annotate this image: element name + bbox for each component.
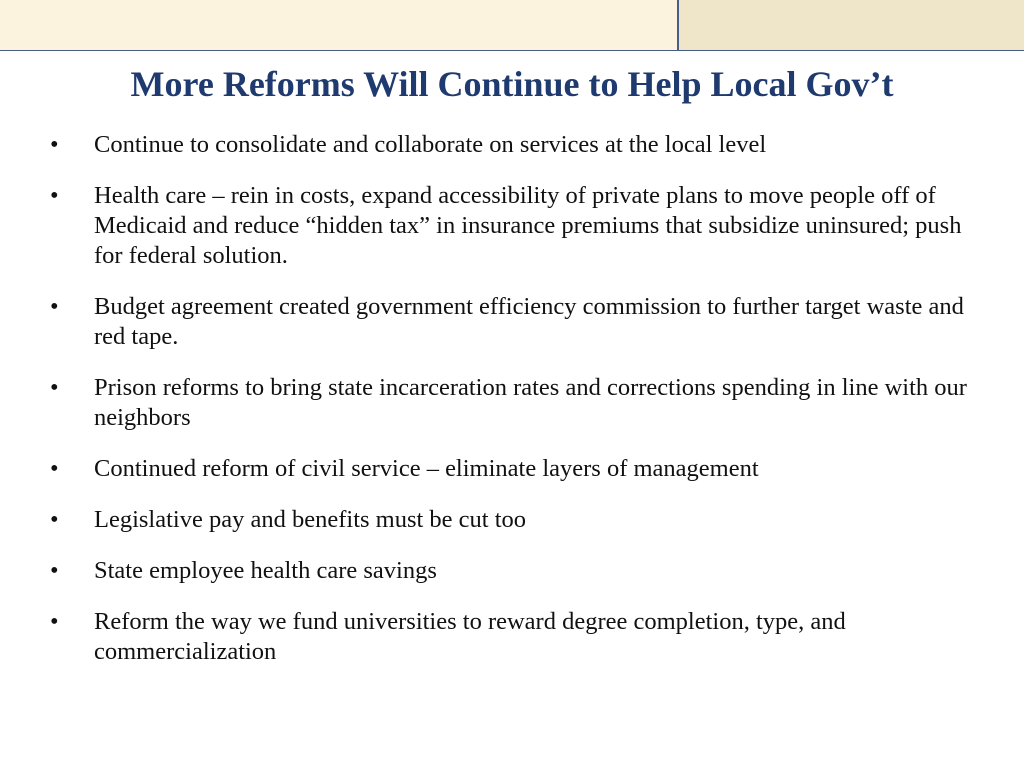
bullet-text: Continue to consolidate and collaborate on services at the local level — [94, 131, 767, 158]
bullet-list — [46, 130, 976, 688]
bullet-item — [46, 505, 976, 535]
bullet-mark: • — [50, 455, 59, 482]
bullet-item — [46, 181, 976, 271]
bullet-text: Prison reforms to bring state incarceration rates and corrections spending in line with our neighbors — [94, 374, 967, 431]
bullet-item — [46, 130, 976, 160]
bullet-text: Legislative pay and benefits must be cut too — [94, 506, 527, 533]
bullet-text: Continued reform of civil service – eliminate layers of management — [94, 455, 759, 482]
bullet-text: Health care – rein in costs, expand accessibility of private plans to move people off of Medicaid and reduce “hidden tax” in insurance premiums that subsidize uninsured; push for federal solution. — [94, 182, 962, 269]
bullet-mark: • — [50, 182, 59, 209]
bullet-text: Budget agreement created government efficiency commission to further target waste and red tape. — [94, 293, 964, 350]
bullet-text: Reform the way we fund universities to reward degree completion, type, and commercialization — [94, 608, 846, 665]
header-band-rule — [0, 50, 1024, 51]
bullet-mark: • — [50, 506, 59, 533]
slide-title: More Reforms Will Continue to Help Local Gov’t — [130, 64, 894, 104]
bullet-mark: • — [50, 557, 59, 584]
bullet-item — [46, 292, 976, 352]
bullet-text: State employee health care savings — [94, 557, 437, 584]
bullet-mark: • — [50, 293, 59, 320]
bullet-mark: • — [50, 374, 59, 401]
header-band-right — [679, 0, 1024, 50]
bullet-item — [46, 373, 976, 433]
header-band-left — [0, 0, 677, 50]
bullet-item — [46, 607, 976, 667]
bullet-mark: • — [50, 131, 59, 158]
header-band-divider — [677, 0, 679, 51]
bullet-mark: • — [50, 608, 59, 635]
bullet-item — [46, 454, 976, 484]
bullet-item — [46, 556, 976, 586]
